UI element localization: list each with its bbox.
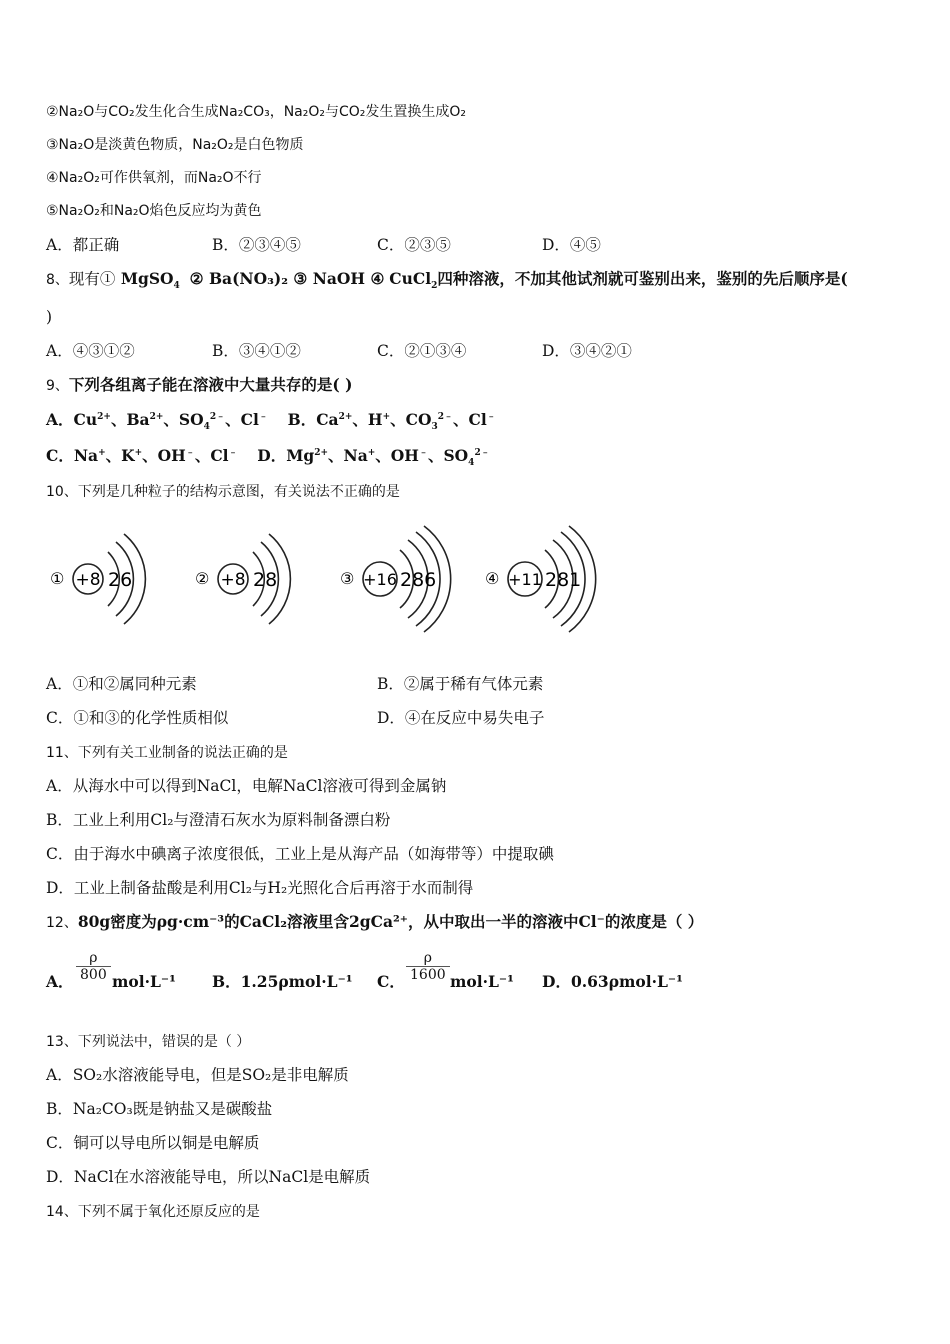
q12-option-d[interactable]: D．0.63ρmol·L⁻¹ [542,972,683,991]
q13-stem-text: 下列说法中，错误的是（ ） [77,1034,251,1050]
diagram-2-nucleus: +8 [220,570,246,590]
diagram-1-shells: 26 [108,569,133,591]
q12-option-a-fraction [76,950,111,983]
q12-option-c-unit: mol·L⁻¹ [450,972,514,991]
q12-option-c-letter: C． [377,972,405,991]
q12-number: 12、 [46,915,78,931]
q8-stem-part-a: 现有① [68,270,116,288]
q13-stem [46,1031,250,1052]
q8-option-c[interactable]: C．②①③④ [377,342,467,360]
diagram-2 [195,534,290,624]
q14-stem-text: 下列不属于氧化还原反应的是 [77,1204,260,1220]
diagram-4 [485,526,596,632]
q11-option-a[interactable]: A．从海水中可以得到NaCl，电解NaCl溶液可得到金属钠 [46,777,447,795]
q12-stem [46,912,703,933]
q12-option-a-denominator: 800 [76,966,111,983]
q9-option-a[interactable]: A．$Cu^{2+}$、$Ba^{2+}$、$SO_4^{2﹣}$、Cl﹣ [46,410,268,433]
q11-stem [46,742,288,763]
q11-option-c[interactable]: C．由于海水中碘离子浓度很低，工业上是从海产品（如海带等）中提取碘 [46,845,554,863]
diagram-4-label: ④ [485,569,500,588]
q8-option-a[interactable]: A．④③①② [46,342,135,360]
q10-option-d[interactable]: D．④在反应中易失电子 [377,709,545,727]
q12-options [46,950,906,998]
q7-option-c[interactable]: C．②③⑤ [377,236,451,254]
q10-number: 10、 [46,484,78,500]
diagram-2-label: ② [195,569,210,588]
q10-stem [46,481,400,502]
q11-option-d[interactable]: D．工业上制备盐酸是利用Cl₂与H₂光照化合后再溶于水而制得 [46,879,474,897]
q9-stem-text: 下列各组离子能在溶液中大量共存的是( ) [68,375,353,394]
q7-statement-4: ④Na₂O₂可作供氧剂，而Na₂O不行 [46,170,262,186]
q12-option-a-letter: A． [46,972,74,991]
q9-number: 9、 [46,378,69,394]
diagram-2-shells: 28 [253,569,278,591]
q10-option-c[interactable]: C．①和③的化学性质相似 [46,709,229,727]
q8-number: 8、 [46,272,69,288]
q13-option-d[interactable]: D．NaCl在水溶液能导电，所以NaCl是电解质 [46,1168,371,1186]
diagram-3-label: ③ [340,569,355,588]
diagram-1 [50,534,145,624]
diagram-4-shells: 281 [545,569,582,591]
q7-option-d[interactable]: D．④⑤ [542,236,601,254]
q12-option-a-unit: mol·L⁻¹ [112,972,176,991]
q13-option-c[interactable]: C．铜可以导电所以铜是电解质 [46,1134,260,1152]
q8-stem-part-c: 四种溶液，不加其他试剂就可鉴别出来，鉴别的先后顺序是( [437,269,848,288]
q9-stem [46,375,353,396]
q10-option-a[interactable]: A．①和②属同种元素 [46,675,197,693]
q12-option-c[interactable] [377,972,405,992]
q7-statement-2: ②Na₂O与CO₂发生化合生成Na₂CO₃，Na₂O₂与CO₂发生置换生成O₂ [46,104,467,120]
q9-option-c[interactable]: C．Na+、K+、OH﹣、Cl﹣ [46,446,238,465]
diagram-3-nucleus: +16 [363,570,397,589]
q12-option-c-numerator: ρ [423,950,432,966]
q8-option-d[interactable]: D．③④②① [542,342,632,360]
q12-option-b[interactable]: B．1.25ρmol·L⁻¹ [212,972,353,991]
q13-number: 13、 [46,1034,78,1050]
q12-option-a-numerator: ρ [89,950,98,966]
q7-statement-5: ⑤Na₂O₂和Na₂O焰色反应均为黄色 [46,203,262,219]
q9-options-cd [46,446,490,469]
q13-option-b[interactable]: B．Na₂CO₃既是钠盐又是碳酸盐 [46,1100,273,1118]
q8-stem: 8、现有① MgSO$_4$ ② Ba(NO₃)₂ ③ NaOH ④ CuCl$_2$四种溶液，不加其他试剂就可鉴别出来，鉴别的先后顺序是( [46,269,848,292]
q8-stem-part-b: ② Ba(NO₃)₂ ③ NaOH ④ [189,269,385,288]
q7-option-a[interactable]: A．都正确 [46,236,120,254]
atom-structure-diagrams [40,520,600,640]
q11-option-b[interactable]: B．工业上利用Cl₂与澄清石灰水为原料制备漂白粉 [46,811,391,829]
q12-option-c-fraction [406,950,450,983]
q11-stem-text: 下列有关工业制备的说法正确的是 [77,745,288,761]
q14-number: 14、 [46,1204,78,1220]
q9-options-ab [46,410,496,433]
diagram-3 [340,526,451,632]
q11-number: 11、 [46,745,78,761]
diagram-4-nucleus: +11 [508,570,542,589]
q9-option-d[interactable]: D．$Mg^{2+}$、Na+、OH﹣、$SO_4^{2﹣}$ [257,446,490,469]
q12-option-c-denominator: 1600 [406,966,450,983]
q8-close-paren: ) [46,308,53,326]
q9-option-b[interactable]: B．$Ca^{2+}$、H+、$CO_3^{2﹣}$、Cl﹣ [287,410,496,433]
diagram-3-shells: 286 [400,569,437,591]
diagram-1-nucleus: +8 [75,570,101,590]
q10-stem-text: 下列是几种粒子的结构示意图，有关说法不正确的是 [77,484,400,500]
q12-option-a[interactable] [46,972,74,992]
q8-option-b[interactable]: B．③④①② [212,342,301,360]
q7-statement-3: ③Na₂O是淡黄色物质，Na₂O₂是白色物质 [46,137,304,153]
q13-option-a[interactable]: A．SO₂水溶液能导电，但是SO₂是非电解质 [46,1066,349,1084]
q7-option-b[interactable]: B．②③④⑤ [212,236,301,254]
q12-stem-text: 80g密度为ρg·cm⁻³的CaCl₂溶液里含2gCa²⁺，从中取出一半的溶液中Cl⁻的浓度是（ ） [77,912,704,931]
q10-option-b[interactable]: B．②属于稀有气体元素 [377,675,544,693]
diagram-1-label: ① [50,569,65,588]
q14-stem [46,1201,260,1222]
